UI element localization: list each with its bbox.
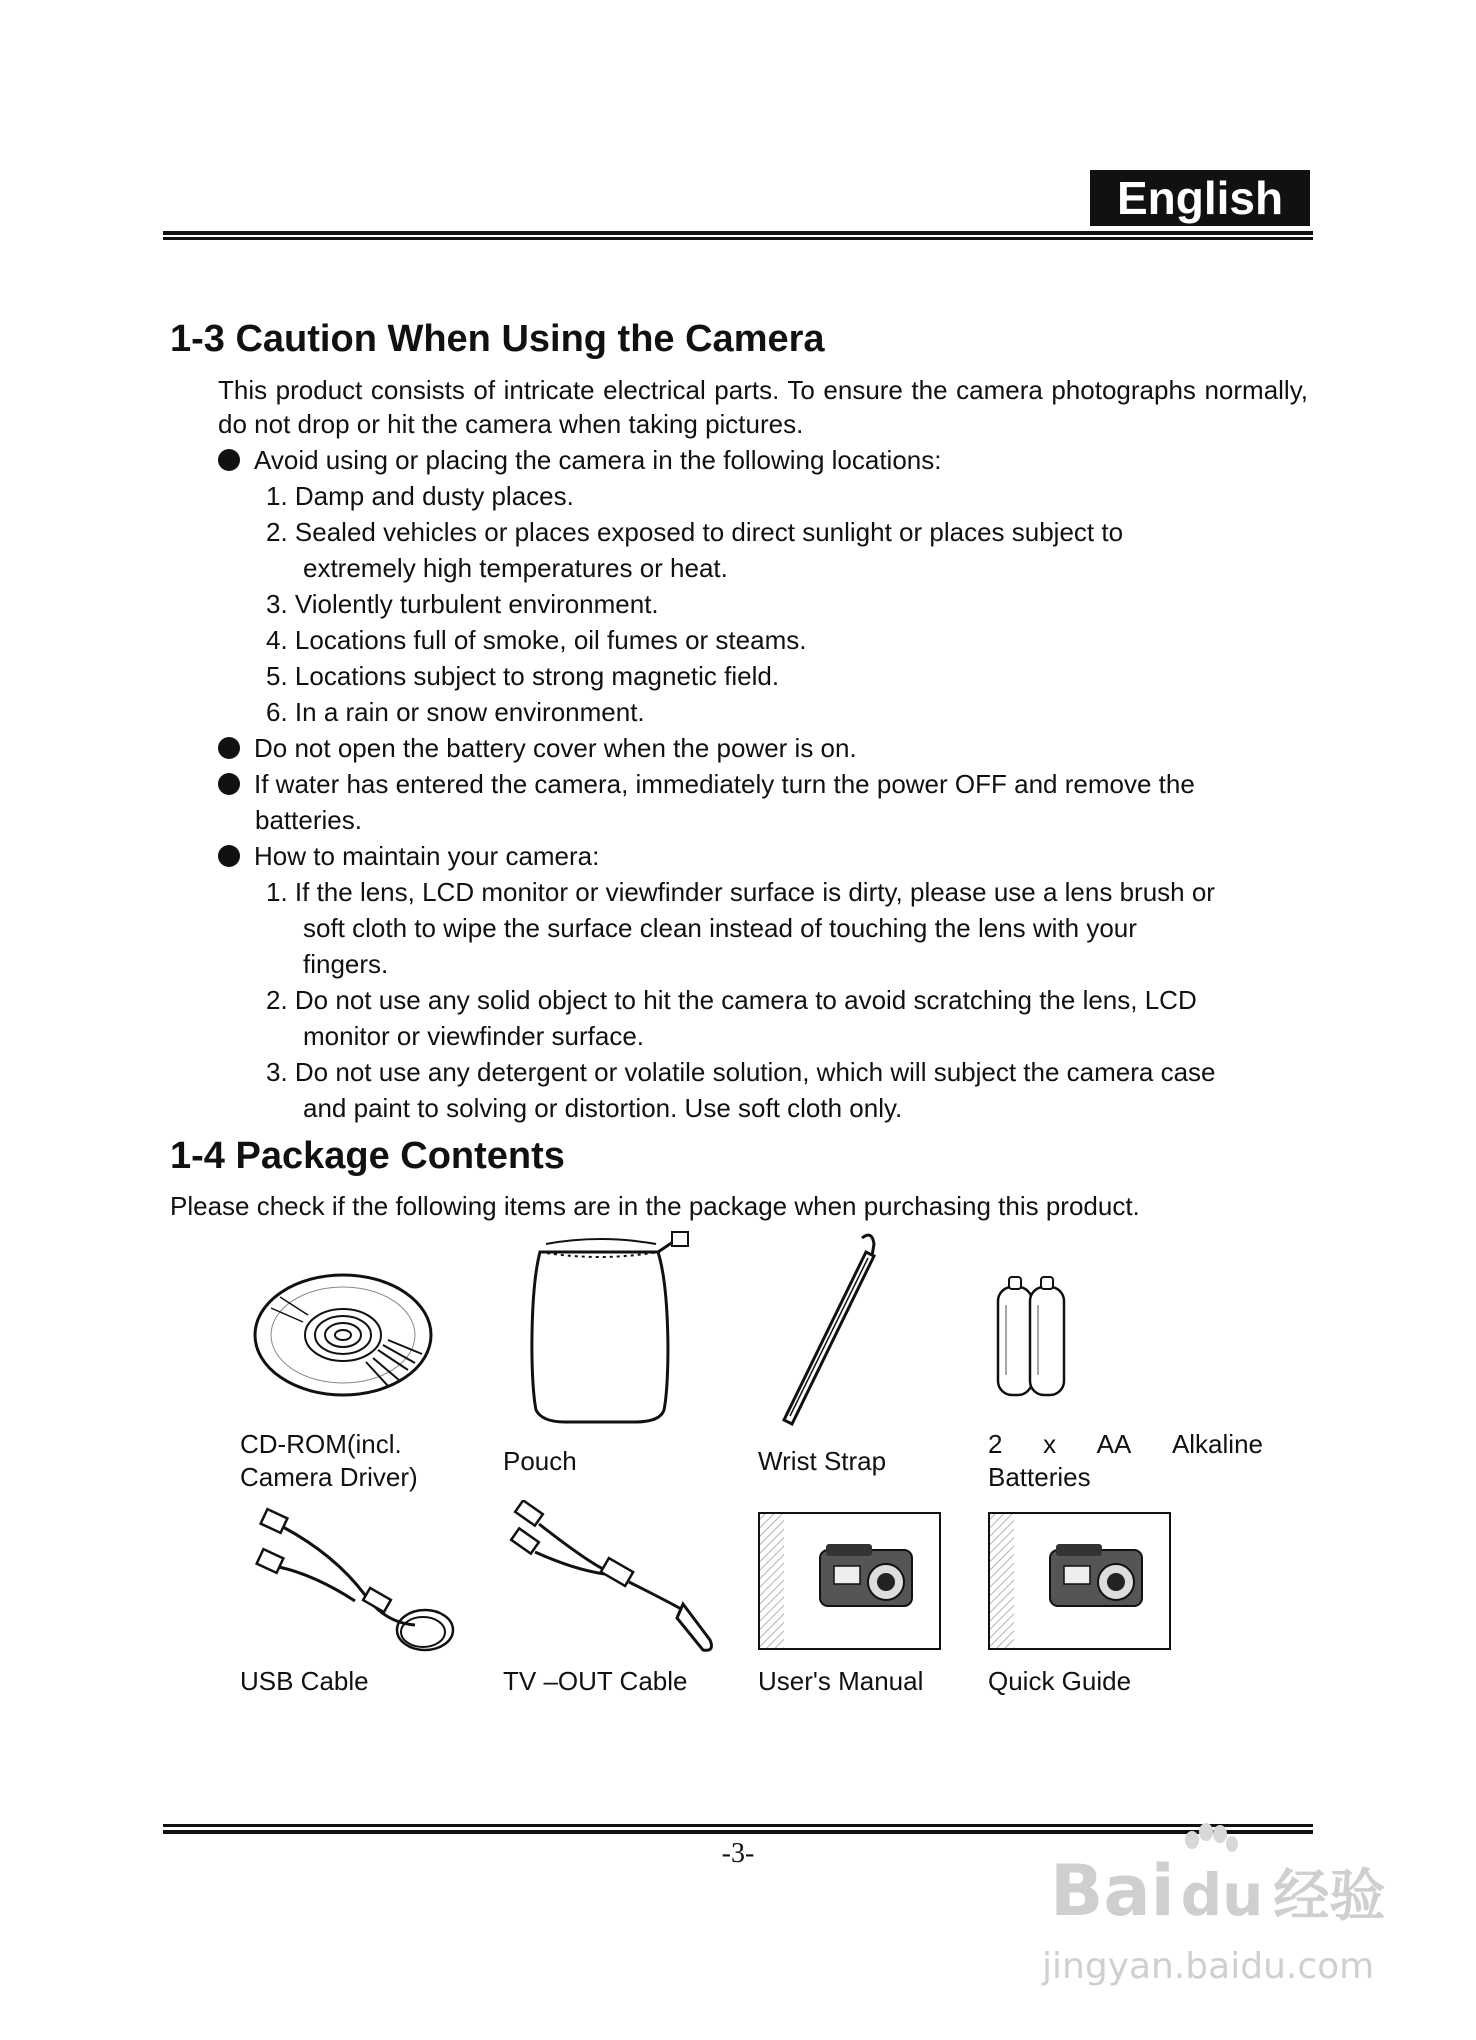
maintain-item-cont: and paint to solving or distortion. Use soft cloth only.	[303, 1093, 903, 1123]
quick-guide-caption: Quick Guide	[988, 1666, 1132, 1696]
bullet-dot	[218, 845, 240, 867]
maintain-item: 3. Do not use any detergent or volatile solution, which will subject the camera case	[266, 1057, 1216, 1087]
header-rule-thin	[163, 237, 1313, 240]
users-manual-icon	[758, 1512, 941, 1650]
caution-intro: This product consists of intricate electrical parts. To ensure the camera photographs normally, do not drop or hit the camera when taking pictures.	[218, 375, 1308, 439]
location-item-cont: extremely high temperatures or heat.	[303, 553, 728, 583]
location-item: 6. In a rain or snow environment.	[266, 697, 645, 727]
location-item: 5. Locations subject to strong magnetic field.	[266, 661, 780, 691]
maintain-item-cont: fingers.	[303, 949, 389, 979]
maintain-item: 2. Do not use any solid object to hit the camera to avoid scratching the lens, LCD	[266, 985, 1197, 1015]
location-item: 2. Sealed vehicles or places exposed to direct sunlight or places subject to	[266, 517, 1124, 547]
bullet-maintain: How to maintain your camera:	[218, 838, 599, 874]
language-badge: English	[1090, 170, 1310, 226]
footer-rule-thick	[163, 1830, 1313, 1834]
users-manual-caption: User's Manual	[758, 1666, 924, 1696]
maintain-item: 1. If the lens, LCD monitor or viewfinder surface is dirty, please use a lens brush or	[266, 877, 1215, 907]
header-rule	[163, 231, 1313, 235]
cd-rom-icon	[248, 1270, 438, 1400]
watermark-logo: Bai du 经验	[1050, 1850, 1386, 1932]
watermark-url: jingyan.baidu.com	[1042, 1946, 1375, 1987]
usb-cable-icon	[245, 1505, 455, 1660]
wrist-strap-caption: Wrist Strap	[758, 1446, 887, 1476]
location-item: 1. Damp and dusty places.	[266, 481, 574, 511]
bullet-dot	[218, 737, 240, 759]
usb-cable-caption: USB Cable	[240, 1666, 369, 1696]
bullet-dot	[218, 773, 240, 795]
page-number: -3-	[721, 1838, 755, 1869]
pouch-icon	[520, 1230, 695, 1425]
tv-out-cable-icon	[505, 1500, 720, 1660]
tv-out-cable-caption: TV –OUT Cable	[503, 1666, 688, 1696]
bullet-battery: Do not open the battery cover when the power is on.	[218, 730, 857, 766]
bullet-water-cont: batteries.	[255, 805, 362, 835]
paw-icon	[1180, 1822, 1240, 1866]
caution-title: 1-3 Caution When Using the Camera	[170, 318, 825, 360]
location-item: 3. Violently turbulent environment.	[266, 589, 659, 619]
batteries-icon	[990, 1265, 1080, 1405]
package-title: 1-4 Package Contents	[170, 1135, 565, 1177]
cdrom-caption: CD-ROM(incl. Camera Driver)	[240, 1429, 418, 1492]
quick-guide-icon	[988, 1512, 1171, 1650]
maintain-item-cont: soft cloth to wipe the surface clean instead of touching the lens with your	[303, 913, 1137, 943]
batteries-caption: 2 x AA Alkaline Batteries	[988, 1429, 1263, 1492]
footer-rule	[163, 1824, 1313, 1827]
package-intro: Please check if the following items are in the package when purchasing this product.	[170, 1191, 1140, 1221]
bullet-locations: Avoid using or placing the camera in the following locations:	[218, 442, 941, 478]
pouch-caption: Pouch	[503, 1446, 577, 1476]
wrist-strap-icon	[770, 1230, 890, 1430]
maintain-item-cont: monitor or viewfinder surface.	[303, 1021, 645, 1051]
bullet-water: If water has entered the camera, immediately turn the power OFF and remove the	[218, 766, 1195, 802]
bullet-dot	[218, 449, 240, 471]
location-item: 4. Locations full of smoke, oil fumes or steams.	[266, 625, 807, 655]
